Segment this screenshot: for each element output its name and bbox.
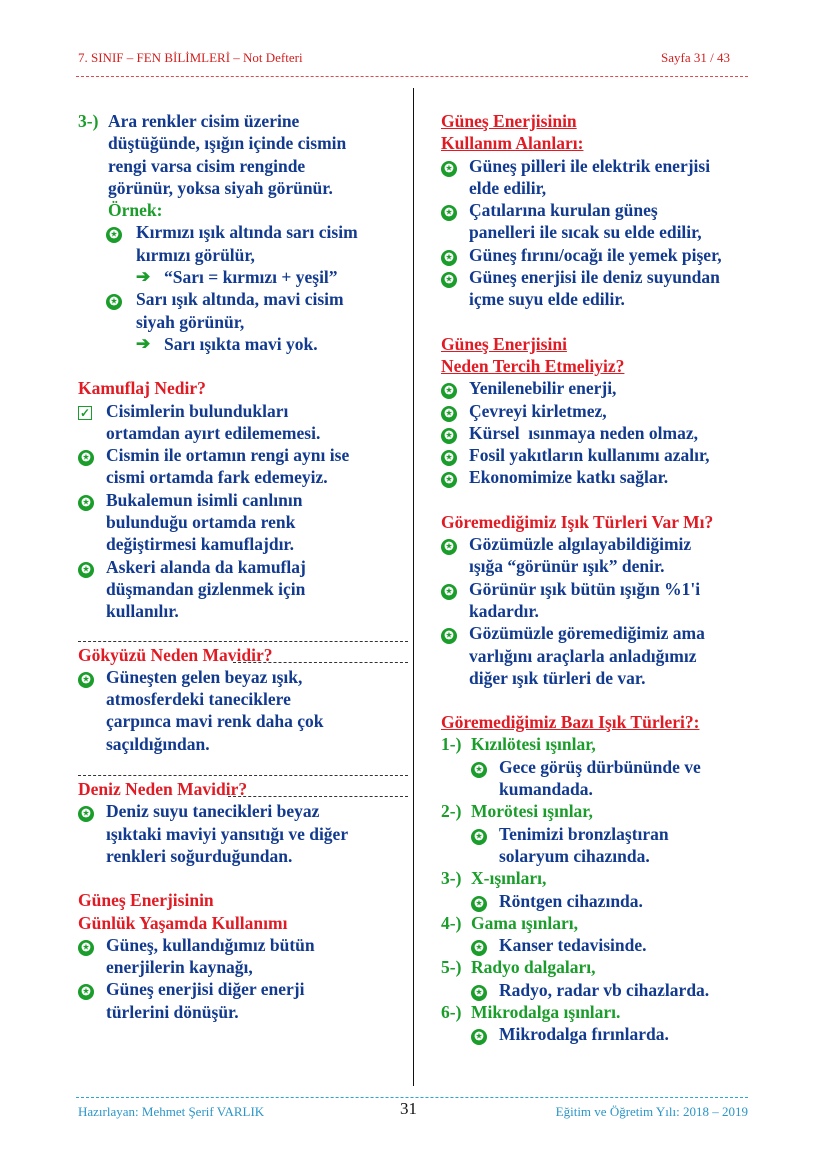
example-note bbox=[136, 266, 398, 288]
list-item bbox=[78, 978, 398, 1023]
list-item bbox=[441, 466, 759, 488]
list-item bbox=[78, 444, 398, 489]
star-bullet-icon: ✪ bbox=[441, 250, 457, 266]
checkbox-icon: ✓ bbox=[79, 405, 91, 420]
star-bullet-icon: ✪ bbox=[441, 428, 457, 444]
section-title: Güneş Enerjisinin bbox=[78, 890, 214, 911]
section-title: Kullanım Alanları: bbox=[441, 133, 584, 154]
text-line: görünür, yoksa siyah görünür. bbox=[108, 177, 333, 198]
text-line: Fosil yakıtların kullanımı azalır, bbox=[469, 445, 710, 466]
text-line: kumandada. bbox=[499, 779, 593, 800]
footer-rule bbox=[76, 1097, 748, 1098]
example-item bbox=[106, 288, 398, 333]
ray-type-name: X-ışınları, bbox=[471, 868, 547, 889]
ray-type-item bbox=[441, 1001, 759, 1023]
dashed-divider bbox=[228, 796, 408, 797]
text-line: Ara renkler cisim üzerine bbox=[108, 111, 300, 131]
star-bullet-icon: ✪ bbox=[78, 984, 94, 1000]
text-line: Güneş fırını/ocağı ile yemek pişer, bbox=[469, 244, 722, 265]
author: Hazırlayan: Mehmet Şerif VARLIK bbox=[78, 1104, 265, 1119]
text-line: Cismin ile ortamın rengi aynı ise bbox=[106, 445, 350, 466]
ray-type-item bbox=[441, 800, 759, 822]
text-line: elde edilir, bbox=[469, 177, 547, 198]
section-title: Günlük Yaşamda Kullanımı bbox=[78, 912, 288, 933]
text-line: Ekonomimize katkı sağlar. bbox=[469, 467, 669, 488]
text-line: düşmandan gizlenmek için bbox=[106, 578, 306, 599]
ray-type-item bbox=[441, 912, 759, 934]
ray-type-name: Mikrodalga ışınları. bbox=[471, 1001, 621, 1022]
text-line: Mikrodalga fırınlarda. bbox=[499, 1024, 669, 1045]
item-number: 5-) bbox=[441, 957, 462, 978]
text-line: saçıldığından. bbox=[106, 733, 210, 754]
list-item bbox=[441, 155, 759, 200]
section-title: Deniz Neden Mavidir? bbox=[78, 779, 248, 800]
ray-type-list bbox=[441, 733, 759, 1045]
arrow-right-icon: ➔ bbox=[136, 267, 151, 287]
school-year: Eğitim ve Öğretim Yılı: 2018 – 2019 bbox=[555, 1104, 748, 1119]
item-number: 2-) bbox=[441, 801, 462, 822]
column-divider bbox=[413, 88, 414, 1086]
text-line: kırmızı görülür, bbox=[136, 244, 255, 265]
list-item bbox=[78, 489, 398, 556]
star-bullet-icon: ✪ bbox=[78, 562, 94, 578]
text-line: bulunduğu ortamda renk bbox=[106, 512, 296, 533]
text-line: Kürsel ısınmaya neden olmaz, bbox=[469, 422, 698, 443]
item-number: 3-) bbox=[78, 111, 99, 131]
text-line: kullanılır. bbox=[106, 601, 179, 622]
section-title: Gökyüzü Neden Mavidir? bbox=[78, 644, 273, 665]
text-line: solaryum cihazında. bbox=[499, 845, 650, 866]
star-bullet-icon: ✪ bbox=[471, 940, 487, 956]
star-bullet-icon: ✪ bbox=[471, 896, 487, 912]
text-line: Güneş enerjisi ile deniz suyundan bbox=[469, 267, 720, 288]
star-bullet-icon: ✪ bbox=[106, 294, 122, 310]
star-bullet-icon: ✪ bbox=[441, 272, 457, 288]
list-item bbox=[78, 800, 398, 867]
star-bullet-icon: ✪ bbox=[78, 940, 94, 956]
page-number: 31 bbox=[400, 1099, 417, 1118]
example-item bbox=[106, 221, 398, 266]
text-line: ışıktaki maviyi yansıtığı ve diğer bbox=[106, 823, 349, 844]
text-line: enerjilerin kaynağı, bbox=[106, 957, 253, 978]
list-item bbox=[441, 377, 759, 399]
list-item bbox=[78, 666, 398, 755]
page-indicator: Sayfa 31 / 43 bbox=[661, 50, 730, 65]
text-line: türlerini dönüşür. bbox=[106, 1001, 239, 1022]
ray-type-name: Kızılötesi ışınlar, bbox=[471, 734, 596, 755]
text-line: Güneş pilleri ile elektrik enerjisi bbox=[469, 155, 711, 176]
left-column bbox=[78, 110, 398, 1023]
list-item bbox=[441, 266, 759, 311]
text-line: rengi varsa cisim renginde bbox=[108, 155, 306, 176]
example-label: Örnek: bbox=[108, 200, 163, 221]
text-line: çarpınca mavi renk daha çok bbox=[106, 711, 324, 732]
text-line: Güneş enerjisi diğer enerji bbox=[106, 979, 305, 1000]
ray-type-usage bbox=[471, 756, 759, 801]
ray-type-name: Morötesi ışınlar, bbox=[471, 801, 593, 822]
text-line: düştüğünde, ışığın içinde cismin bbox=[108, 133, 347, 154]
text-line: Gece görüş dürbününde ve bbox=[499, 756, 701, 777]
note-text: Sarı ışıkta mavi yok. bbox=[164, 333, 318, 354]
header-title: 7. SINIF – FEN BİLİMLERİ – Not Defteri bbox=[78, 50, 303, 65]
star-bullet-icon: ✪ bbox=[441, 205, 457, 221]
text-line: Gözümüzle göremediğimiz ama bbox=[469, 623, 705, 644]
star-bullet-icon: ✪ bbox=[441, 539, 457, 555]
text-line: Radyo, radar vb cihazlarda. bbox=[499, 979, 710, 1000]
list-item bbox=[441, 244, 759, 266]
text-line: atmosferdeki taneciklere bbox=[106, 689, 291, 710]
list-item bbox=[78, 556, 398, 623]
star-bullet-icon: ✪ bbox=[78, 495, 94, 511]
star-bullet-icon: ✪ bbox=[441, 406, 457, 422]
text-line: Görünür ışık bütün ışığın %1'i bbox=[469, 578, 701, 599]
text-line: panelleri ile sıcak su elde edilir, bbox=[469, 222, 702, 243]
text-line: Deniz suyu tanecikleri beyaz bbox=[106, 801, 320, 822]
list-item bbox=[441, 444, 759, 466]
text-line: Çevreyi kirletmez, bbox=[469, 400, 607, 421]
section-title: Göremediğimiz Işık Türleri Var Mı? bbox=[441, 511, 714, 532]
text-line: içme suyu elde edilir. bbox=[469, 289, 625, 310]
list-item bbox=[78, 400, 398, 445]
star-bullet-icon: ✪ bbox=[106, 227, 122, 243]
ray-type-usage bbox=[471, 934, 759, 956]
text-line: siyah görünür, bbox=[136, 311, 245, 332]
star-bullet-icon: ✪ bbox=[471, 985, 487, 1001]
list-item bbox=[441, 533, 759, 578]
text-line: Sarı ışık altında, mavi cisim bbox=[136, 289, 344, 310]
text-line: Tenimizi bronzlaştıran bbox=[499, 823, 669, 844]
text-line: ışığa “görünür ışık” denir. bbox=[469, 556, 665, 577]
text-line: cismi ortamda fark edemeyiz. bbox=[106, 467, 328, 488]
header-rule bbox=[76, 76, 748, 77]
star-bullet-icon: ✪ bbox=[441, 161, 457, 177]
right-column bbox=[441, 110, 759, 1046]
star-bullet-icon: ✪ bbox=[78, 806, 94, 822]
section-title: Kamuflaj Nedir? bbox=[78, 378, 206, 399]
list-item bbox=[441, 578, 759, 623]
ray-type-usage bbox=[471, 823, 759, 868]
text-line: Güneşten gelen beyaz ışık, bbox=[106, 666, 303, 687]
star-bullet-icon: ✪ bbox=[441, 628, 457, 644]
note-text: “Sarı = kırmızı + yeşil” bbox=[164, 267, 338, 288]
item-number: 6-) bbox=[441, 1001, 462, 1022]
text-line: Kanser tedavisinde. bbox=[499, 935, 647, 956]
text-line: Askeri alanda da kamuflaj bbox=[106, 556, 306, 577]
list-item bbox=[78, 934, 398, 979]
ray-type-usage bbox=[471, 1023, 759, 1045]
list-item bbox=[441, 400, 759, 422]
section-title: Neden Tercih Etmeliyiz? bbox=[441, 355, 625, 376]
item-number: 4-) bbox=[441, 912, 462, 933]
section-title: Güneş Enerjisini bbox=[441, 333, 567, 354]
dashed-divider bbox=[78, 775, 408, 776]
arrow-right-icon: ➔ bbox=[136, 333, 151, 353]
ray-type-item bbox=[441, 733, 759, 755]
list-item bbox=[441, 422, 759, 444]
star-bullet-icon: ✪ bbox=[78, 672, 94, 688]
star-bullet-icon: ✪ bbox=[471, 829, 487, 845]
section-title: Güneş Enerjisinin bbox=[441, 111, 577, 131]
text-line: Cisimlerin bulundukları bbox=[106, 400, 289, 421]
text-line: Güneş, kullandığımız bütün bbox=[106, 934, 315, 955]
text-line: Yenilenebilir enerji, bbox=[469, 378, 617, 399]
star-bullet-icon: ✪ bbox=[78, 450, 94, 466]
star-bullet-icon: ✪ bbox=[471, 762, 487, 778]
list-item bbox=[441, 199, 759, 244]
example-note bbox=[136, 333, 398, 355]
text-line: Kırmızı ışık altında sarı cisim bbox=[136, 222, 358, 243]
item-number: 1-) bbox=[441, 734, 462, 755]
text-line: Gözümüzle algılayabildiğimiz bbox=[469, 534, 692, 555]
ray-type-usage bbox=[471, 890, 759, 912]
text-line: Röntgen cihazında. bbox=[499, 890, 643, 911]
item-3 bbox=[78, 110, 398, 221]
text-line: diğer ışık türleri de var. bbox=[469, 667, 646, 688]
text-line: Çatılarına kurulan güneş bbox=[469, 200, 658, 221]
star-bullet-icon: ✪ bbox=[471, 1029, 487, 1045]
ray-type-item bbox=[441, 867, 759, 889]
text-line: Bukalemun isimli canlının bbox=[106, 489, 303, 510]
star-bullet-icon: ✪ bbox=[441, 584, 457, 600]
star-bullet-icon: ✪ bbox=[441, 472, 457, 488]
dashed-divider bbox=[78, 641, 408, 642]
item-number: 3-) bbox=[441, 868, 462, 889]
list-item bbox=[441, 622, 759, 689]
text-line: renkleri soğurduğundan. bbox=[106, 845, 293, 866]
ray-type-usage bbox=[471, 979, 759, 1001]
ray-type-item bbox=[441, 956, 759, 978]
ray-type-name: Radyo dalgaları, bbox=[471, 957, 596, 978]
text-line: değiştirmesi kamuflajdır. bbox=[106, 534, 294, 555]
text-line: kadardır. bbox=[469, 600, 539, 621]
section-title: Göremediğimiz Bazı Işık Türleri?: bbox=[441, 712, 700, 733]
ray-type-name: Gama ışınları, bbox=[471, 912, 578, 933]
star-bullet-icon: ✪ bbox=[441, 383, 457, 399]
star-bullet-icon: ✪ bbox=[441, 450, 457, 466]
text-line: ortamdan ayırt edilememesi. bbox=[106, 422, 321, 443]
text-line: varlığını araçlarla anladığımız bbox=[469, 645, 697, 666]
